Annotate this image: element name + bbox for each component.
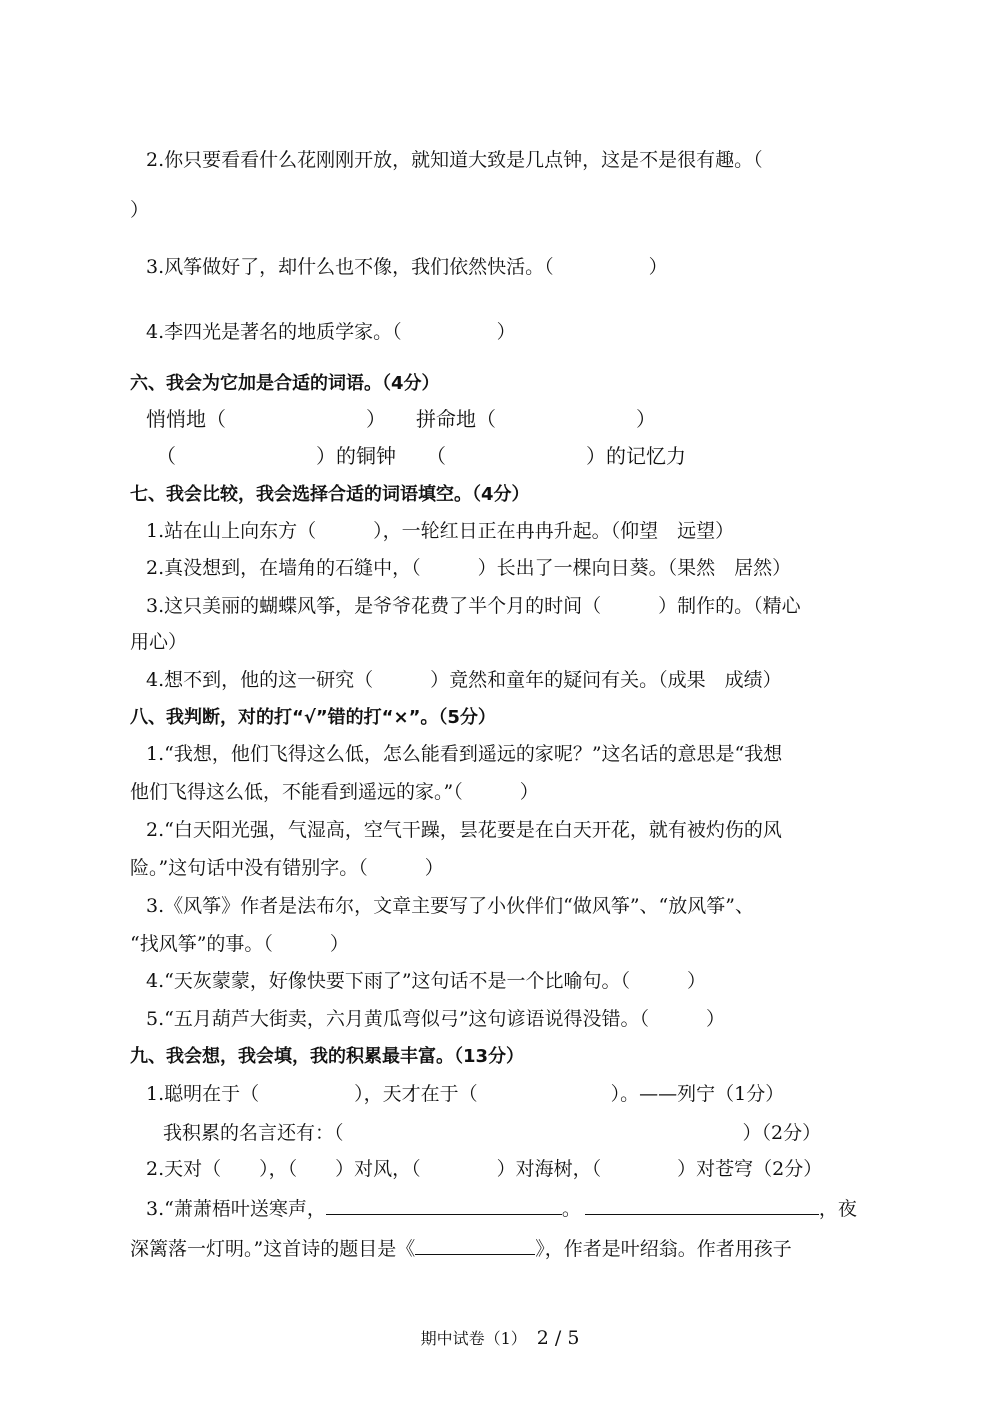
s8-item1-line1: 1.“我想，他们飞得这么低，怎么能看到遥远的家呢？”这名话的意思是“我想 xyxy=(146,743,783,765)
s7-item4: 4.想不到，他的这一研究（ ）竟然和童年的疑问有关。（成果 成绩） xyxy=(146,669,782,691)
s8-item1-line2: 他们飞得这么低，不能看到遥远的家。”（ ） xyxy=(130,781,539,803)
section7-heading: 七、我会比较，我会选择合适的词语填空。（4分） xyxy=(130,484,530,505)
s8-item2-line1: 2.“白天阳光强，气湿高，空气干躁，昙花要是在白天开花，就有被灼伤的风 xyxy=(146,819,782,841)
s8-item3-line1: 3.《风筝》作者是法布尔，文章主要写了小伙伴们“做风筝”、“放风筝”、 xyxy=(146,895,754,917)
s9-item3-lead2: 深篱落一灯明。”这首诗的题目是《 xyxy=(130,1238,416,1260)
s7-item2: 2.真没想到，在墙角的石缝中，（ ）长出了一棵向日葵。（果然 居然） xyxy=(146,557,792,579)
section6-row2: （ ）的铜钟 （ ）的记忆力 xyxy=(156,444,686,468)
s9-item3-line2 xyxy=(130,1236,792,1261)
s9-item1: 1.聪明在于（ ），天才在于（ ）。——列宁（1分） xyxy=(146,1083,785,1105)
s9-item3-tail2: 》，作者是叶绍翁。作者用孩子 xyxy=(535,1238,792,1260)
section6-heading: 六、我会为它加是合适的词语。（4分） xyxy=(130,373,440,394)
s7-item3-line1: 3.这只美丽的蝴蝶风筝，是爷爷花费了半个月的时间（ ）制作的。（精心 xyxy=(146,595,801,617)
page-footer xyxy=(0,1326,1000,1349)
section9-heading: 九、我会想，我会填，我的积累最丰富。（13分） xyxy=(130,1046,525,1067)
s9-item3-mid: 。 xyxy=(561,1198,581,1220)
s8-item3-line2: “找风筝”的事。（ ） xyxy=(130,933,349,955)
s5-item3: 3.风筝做好了，却什么也不像，我们依然快活。（ ） xyxy=(146,256,668,278)
s8-item2-line2: 险。”这句话中没有错别字。（ ） xyxy=(130,857,444,879)
s5-item2-line2: ） xyxy=(130,199,150,221)
section8-heading: 八、我判断，对的打“√”错的打“×”。（5分） xyxy=(130,707,496,728)
s8-item5: 5.“五月葫芦大街卖，六月黄瓜弯似弓”这句谚语说得没错。（ ） xyxy=(146,1008,726,1030)
s5-item4: 4.李四光是著名的地质学家。（ ） xyxy=(146,321,516,343)
s5-item2-line1: 2.你只要看看什么花刚刚开放，就知道大致是几点钟，这是不是很有趣。（ xyxy=(146,149,763,171)
answer-blank[interactable] xyxy=(585,1196,819,1215)
answer-blank[interactable] xyxy=(326,1196,562,1215)
s9-item1-more: 我积累的名言还有：（ ）（2分） xyxy=(163,1122,822,1144)
s9-item2: 2.天对（ ），（ ）对风，（ ）对海树，（ ）对苍穹（2分） xyxy=(146,1158,823,1180)
poem-title-blank[interactable] xyxy=(415,1236,535,1255)
section6-row1: 悄悄地（ ） 拼命地（ ） xyxy=(146,407,656,431)
s9-item3-line1 xyxy=(146,1196,857,1221)
s7-item1: 1.站在山上向东方（ ），一轮红日正在冉冉升起。（仰望 远望） xyxy=(146,520,735,542)
page-number: 2 / 5 xyxy=(536,1327,580,1349)
s9-item3-lead: 3.“萧萧梧叶送寒声， xyxy=(146,1198,326,1220)
s8-item4: 4.“天灰蒙蒙，好像快要下雨了”这句话不是一个比喻句。（ ） xyxy=(146,970,707,992)
footer-title: 期中试卷（1） xyxy=(420,1329,527,1348)
s7-item3-line2: 用心） xyxy=(130,631,188,653)
s9-item3-tail: ，夜 xyxy=(818,1198,857,1220)
